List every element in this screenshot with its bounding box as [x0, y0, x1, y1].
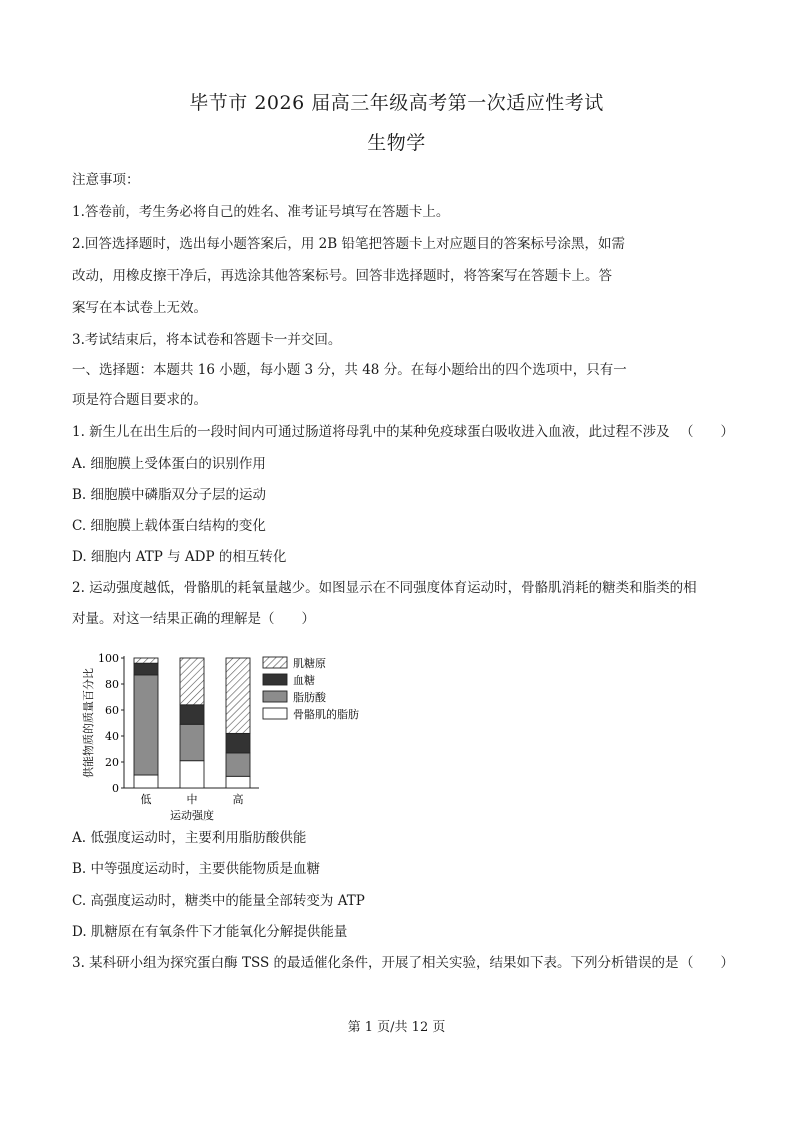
- bar-segment: [180, 724, 204, 760]
- y-axis-title: 供能物质的质量百分比: [82, 668, 95, 778]
- legend-swatch: [263, 691, 287, 702]
- q1-stem: 1. 新生儿在出生后的一段时间内可通过肠道将母乳中的某种免疫球蛋白吸收进入血液，此过程不涉及: [72, 424, 670, 440]
- notice-item-1: 1.答卷前，考生务必将自己的姓名、准考证号填写在答题卡上。: [72, 204, 450, 220]
- notice-item-2-end: 案写在本试卷上无效。: [72, 300, 207, 316]
- subject-title: 生物学: [367, 132, 426, 154]
- q1-answer-paren: （ ）: [680, 424, 734, 440]
- legend-swatch: [263, 674, 287, 685]
- bar-segment: [134, 663, 158, 675]
- q2-option-a: A. 低强度运动时，主要利用脂肪酸供能: [72, 830, 307, 846]
- bar-segment: [134, 658, 158, 663]
- energy-source-chart: [80, 648, 380, 823]
- q2-stem-cont: 对量。对这一结果正确的理解是（ ）: [72, 611, 315, 627]
- bar-segment: [134, 775, 158, 788]
- legend-label: 脂肪酸: [293, 691, 326, 704]
- q1-option-d: D. 细胞内 ATP 与 ADP 的相互转化: [72, 549, 287, 565]
- q2-option-c: C. 高强度运动时，糖类中的能量全部转变为 ATP: [72, 893, 365, 909]
- bar-segment: [226, 658, 250, 733]
- page-footer: 第 1 页/共 12 页: [347, 1020, 446, 1035]
- bar-segment: [226, 776, 250, 788]
- legend-swatch: [263, 708, 287, 719]
- y-tick-label: 40: [105, 730, 119, 743]
- y-tick-label: 80: [105, 678, 119, 691]
- legend-label: 骨骼肌的脂肪: [293, 708, 359, 721]
- notice-heading: 注意事项：: [72, 172, 140, 188]
- y-tick-label: 20: [105, 756, 119, 769]
- q2-option-d: D. 肌糖原在有氧条件下才能氧化分解提供能量: [72, 924, 348, 940]
- legend-label: 肌糖原: [293, 657, 326, 670]
- legend-label: 血糖: [293, 674, 315, 687]
- q1-option-c: C. 细胞膜上载体蛋白结构的变化: [72, 518, 266, 534]
- x-tick-label: 高: [232, 793, 244, 806]
- notice-item-2-cont: 改动，用橡皮擦干净后，再选涂其他答案标号。回答非选择题时，将答案写在答题卡上。答: [72, 268, 612, 284]
- section-heading-cont: 项是符合题目要求的。: [72, 392, 207, 408]
- bar-segment: [180, 761, 204, 788]
- q1-option-b: B. 细胞膜中磷脂双分子层的运动: [72, 487, 267, 503]
- q3-stem: 3. 某科研小组为探究蛋白酶 TSS 的最适催化条件，开展了相关实验，结果如下表。下列分析错误的是: [72, 955, 679, 971]
- x-tick-label: 中: [186, 793, 198, 806]
- q3-answer-paren: （ ）: [680, 955, 734, 971]
- q2-option-b: B. 中等强度运动时，主要供能物质是血糖: [72, 861, 321, 877]
- x-axis-title: 运动强度: [170, 809, 214, 822]
- bar-segment: [180, 705, 204, 725]
- y-tick-label: 0: [112, 782, 119, 795]
- exam-title: 毕节市 2026 届高三年级高考第一次适应性考试: [189, 92, 604, 114]
- x-tick-label: 低: [140, 793, 152, 806]
- section-heading: 一、选择题：本题共 16 小题，每小题 3 分，共 48 分。在每小题给出的四个选项中，只有一: [72, 362, 627, 378]
- notice-item-3: 3.考试结束后，将本试卷和答题卡一并交回。: [72, 332, 342, 348]
- q2-stem: 2. 运动强度越低，骨骼肌的耗氧量越少。如图显示在不同强度体育运动时，骨骼肌消耗的糖类和脂类的相: [72, 580, 697, 596]
- q1-option-a: A. 细胞膜上受体蛋白的识别作用: [72, 456, 266, 472]
- notice-item-2: 2.回答选择题时，选出每小题答案后，用 2B 铅笔把答题卡上对应题目的答案标号涂黑，如需: [72, 236, 625, 252]
- legend-swatch: [263, 657, 287, 668]
- y-tick-label: 100: [98, 652, 119, 665]
- bar-segment: [226, 733, 250, 753]
- bar-segment: [226, 753, 250, 776]
- bar-segment: [134, 675, 158, 775]
- y-tick-label: 60: [105, 704, 119, 717]
- bar-segment: [180, 658, 204, 705]
